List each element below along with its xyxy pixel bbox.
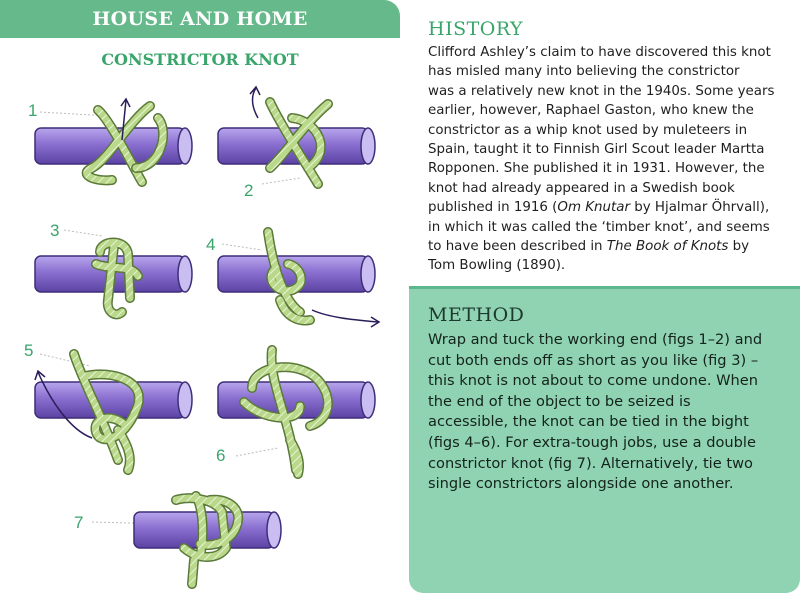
history-line: was a relatively new knot in the 1940s. Some years [428,83,775,99]
text-card [409,0,800,590]
history-line: constrictor as a whip knot used by muleteers in [428,122,748,138]
method-line: (figs 4–6). For extra-tough jobs, use a double [428,433,756,451]
method-line: cut both ends off as short as you like (fig 3) – [428,351,759,369]
history-line: knot had already appeared in a Swedish book [428,180,735,196]
history-heading: HISTORY [428,18,524,40]
figure-6 [216,350,375,474]
figure-2-number: 2 [244,181,254,200]
history-text: by Hjalmar Öhrvall), [629,200,770,216]
history-line: Ropponen. She published it in 1931. However, the [428,161,765,177]
history-line: has misled many into believing the constrictor [428,64,740,80]
method-section [409,286,800,593]
category-banner: HOUSE AND HOME [0,0,400,38]
knot-figures [0,0,400,590]
figure-1-number: 1 [28,101,38,120]
history-line: earlier, however, Raphael Gaston, who knew the [428,103,754,119]
history-section [409,0,800,286]
illustration-card [0,0,400,590]
figure-7-number: 7 [74,513,84,532]
method-body [428,330,798,495]
history-line [428,237,798,256]
history-text: published in 1916 ( [428,200,558,216]
book-title-om-knutar: Om Knutar [557,200,630,216]
history-line: Spain, taught it to Finnish Girl Scout leader Martta [428,142,765,158]
method-line: this knot is not about to come undone. When [428,372,759,390]
history-line: Tom Bowling (1890). [428,258,566,274]
history-line: in which it was called the ‘timber knot’, and seems [428,219,770,235]
figure-3 [35,221,192,314]
method-line: the end of the object to be seized is [428,392,691,410]
history-text: to have been described in [428,239,607,255]
history-line: Clifford Ashley’s claim to have discovered this knot [428,45,771,60]
history-body [428,43,798,276]
book-title-book-of-knots: The Book of Knots [606,239,729,255]
figure-4-number: 4 [206,235,216,254]
method-line: accessible, the knot can be tied in the bight [428,413,749,431]
figure-1 [28,99,192,182]
figure-5 [24,341,192,470]
knot-title: CONSTRICTOR KNOT [101,50,299,69]
method-line: Wrap and tuck the working end (figs 1–2) and [428,331,763,348]
history-text: by [728,239,750,255]
history-line [428,198,798,217]
figure-2 [218,87,375,200]
figure-7 [74,496,281,584]
figure-4 [206,232,379,327]
figure-6-number: 6 [216,446,226,465]
method-line: single constrictors alongside one another. [428,475,734,493]
method-line: constrictor knot (fig 7). Alternatively, tie two [428,454,753,472]
figure-5-number: 5 [24,341,34,360]
figure-3-number: 3 [50,221,60,240]
method-heading: METHOD [428,304,525,326]
